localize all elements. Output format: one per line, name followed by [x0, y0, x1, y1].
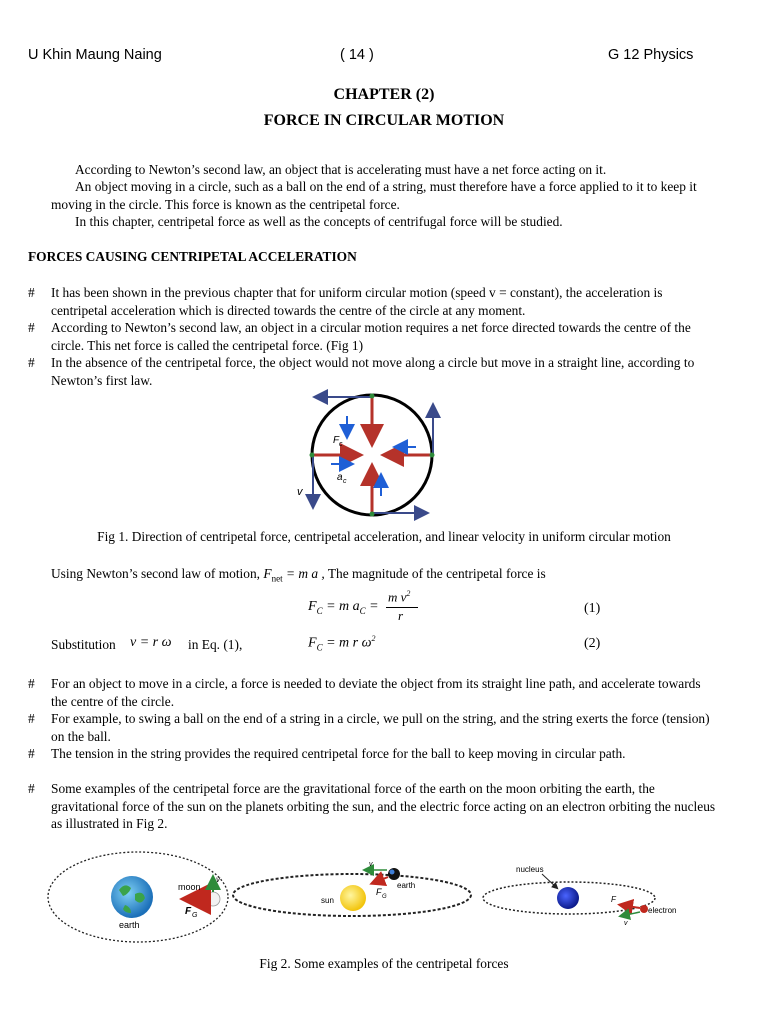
- bullet-symbol: #: [28, 320, 35, 335]
- ball-dot: [370, 512, 375, 517]
- list-item: [28, 354, 718, 389]
- page-number: ( 14 ): [340, 47, 374, 63]
- bullet-text: The tension in the string provides the required centripetal force for the ball to keep moving in circular path.: [51, 746, 626, 761]
- electron: [640, 905, 648, 913]
- earth-small: [388, 868, 400, 880]
- electron-velocity-label: v: [624, 920, 628, 927]
- nucleus-label: nucleus: [516, 865, 544, 874]
- electron-force-arrow: [621, 905, 640, 908]
- equation-2: [308, 634, 375, 652]
- list-item: [28, 675, 718, 710]
- list-item: [28, 745, 718, 763]
- bullet-text: For example, to swing a ball on the end of a string in a circle, we pull on the string, and the string exerts the force (tension) on the ball.: [51, 711, 710, 744]
- force-label-sub: c: [339, 441, 343, 448]
- list-item: [28, 284, 718, 319]
- earth-force-sub: G: [382, 894, 387, 900]
- chapter-number: CHAPTER (2): [333, 86, 435, 103]
- eq1-denominator: r: [398, 608, 404, 623]
- eq2-rest: = m r ω: [326, 635, 372, 651]
- earth-force-arrow: [373, 877, 388, 883]
- chapter-title: FORCE IN CIRCULAR MOTION: [263, 112, 505, 129]
- earth-label-1: earth: [119, 920, 140, 930]
- intro-paragraph-1: According to Newton’s second law, an object that is accelerating must have a net force acting on it.: [75, 162, 607, 177]
- list-item: [28, 780, 718, 833]
- substitution-label: Substitution: [51, 637, 116, 652]
- eq2-number: (2): [584, 636, 601, 651]
- fig2-diagram: [45, 842, 700, 946]
- eq1-mid: = m a: [326, 599, 360, 614]
- velocity-label: v: [297, 486, 303, 498]
- bullet-symbol: #: [28, 355, 35, 370]
- intro-paragraph-2: An object moving in a circle, such as a ball on the end of a string, must therefore have a force applied to it to keep it moving in the circle. This force is known as the centripetal force.: [51, 179, 697, 212]
- nucleus: [557, 887, 579, 909]
- equation-intro-text: Using Newton’s second law of motion,: [51, 566, 261, 581]
- eq2-sub: C: [316, 642, 323, 653]
- accel-label-sub: c: [343, 478, 347, 485]
- moon: [206, 892, 220, 906]
- equation-1: [308, 599, 379, 616]
- earth-planet: [111, 876, 153, 918]
- ball-dot: [430, 453, 435, 458]
- electron-velocity-arrow: [621, 912, 640, 916]
- bullet-symbol: #: [28, 746, 35, 761]
- bullet-symbol: #: [28, 781, 35, 796]
- bullet-text: For an object to move in a circle, a force is needed to deviate the object from its straight line path, and accelerate towards the centre of the circle.: [51, 676, 701, 709]
- bullet-symbol: #: [28, 676, 35, 691]
- earth-force-label: F: [376, 887, 382, 897]
- substitution-formula: v = r ω: [130, 635, 172, 650]
- header-author: U Khin Maung Naing: [28, 47, 162, 63]
- fnet-rest: = m a ,: [285, 566, 325, 581]
- fnet-symbol: F: [263, 566, 272, 581]
- electron-label: electron: [648, 906, 677, 915]
- ball-dot: [370, 394, 375, 399]
- sun: [340, 885, 366, 911]
- earth-velocity-label: v: [369, 861, 373, 868]
- fig1-caption: Fig 1. Direction of centripetal force, centripetal acceleration, and linear velocity in uniform circular motion: [97, 529, 671, 544]
- moon-force-sub: G: [192, 912, 198, 919]
- eq1-numerator: [388, 589, 410, 605]
- eq1-sub: C: [316, 605, 323, 616]
- eq1-number: (1): [584, 601, 601, 616]
- equation-intro-tail: The magnitude of the centripetal force is: [327, 566, 546, 581]
- eq1-sup: 2: [406, 589, 411, 598]
- eq1-mid-sub: C: [359, 605, 366, 616]
- bullet-symbol: #: [28, 711, 35, 726]
- list-item: [28, 710, 718, 745]
- nucleus-pointer: [542, 874, 557, 888]
- section-heading: FORCES CAUSING CENTRIPETAL ACCELERATION: [28, 249, 357, 264]
- bullet-symbol: #: [28, 285, 35, 300]
- equation-intro: [51, 565, 731, 588]
- bullet-text: It has been shown in the previous chapter that for uniform circular motion (speed v = constant), the acceleration is centripetal acceleration which is directed towards the centre of the circle at any moment.: [51, 285, 663, 318]
- moon-label: moon: [178, 882, 201, 892]
- bullet-text: Some examples of the centripetal force are the gravitational force of the earth on the moon orbiting the earth, the gravitational force of the sun on the planets orbiting the sun, and the electric force acting on an electron orbiting the nucleus as illustrated in Fig 2.: [51, 781, 716, 831]
- earth-small-highlight: [390, 870, 395, 875]
- ball-dot: [310, 453, 315, 458]
- accel-label: a: [337, 472, 343, 483]
- list-item: [28, 319, 718, 354]
- eq1-num: m v: [388, 589, 407, 605]
- fig2-caption: Fig 2. Some examples of the centripetal forces: [259, 956, 509, 971]
- intro-paragraph-3: In this chapter, centripetal force as well as the concepts of centrifugal force will be studied.: [75, 214, 563, 229]
- force-label: F: [333, 435, 340, 446]
- substitution-tail: in Eq. (1),: [188, 637, 243, 652]
- moon-force-label: F: [185, 906, 192, 917]
- eq1-lhs: F: [308, 599, 317, 614]
- bullet-text: In the absence of the centripetal force, the object would not move along a circle but move in a straight line, according to Newton’s first law.: [51, 355, 695, 388]
- fig1-diagram: [280, 388, 480, 523]
- sun-label: sun: [321, 896, 334, 905]
- fnet-subscript: net: [271, 573, 283, 584]
- bullet-text: According to Newton’s second law, an object in a circular motion requires a net force directed towards the centre of the circle. This net force is called the centripetal force. (Fig 1): [51, 320, 691, 353]
- earth-label-2: earth: [397, 881, 416, 890]
- eq1-equals: =: [369, 599, 379, 614]
- moon-velocity-label: v: [216, 875, 220, 884]
- electron-force-label: F: [611, 895, 616, 904]
- header-subject: G 12 Physics: [608, 47, 694, 63]
- eq2-lhs: F: [308, 635, 317, 651]
- eq2-sup: 2: [371, 634, 376, 643]
